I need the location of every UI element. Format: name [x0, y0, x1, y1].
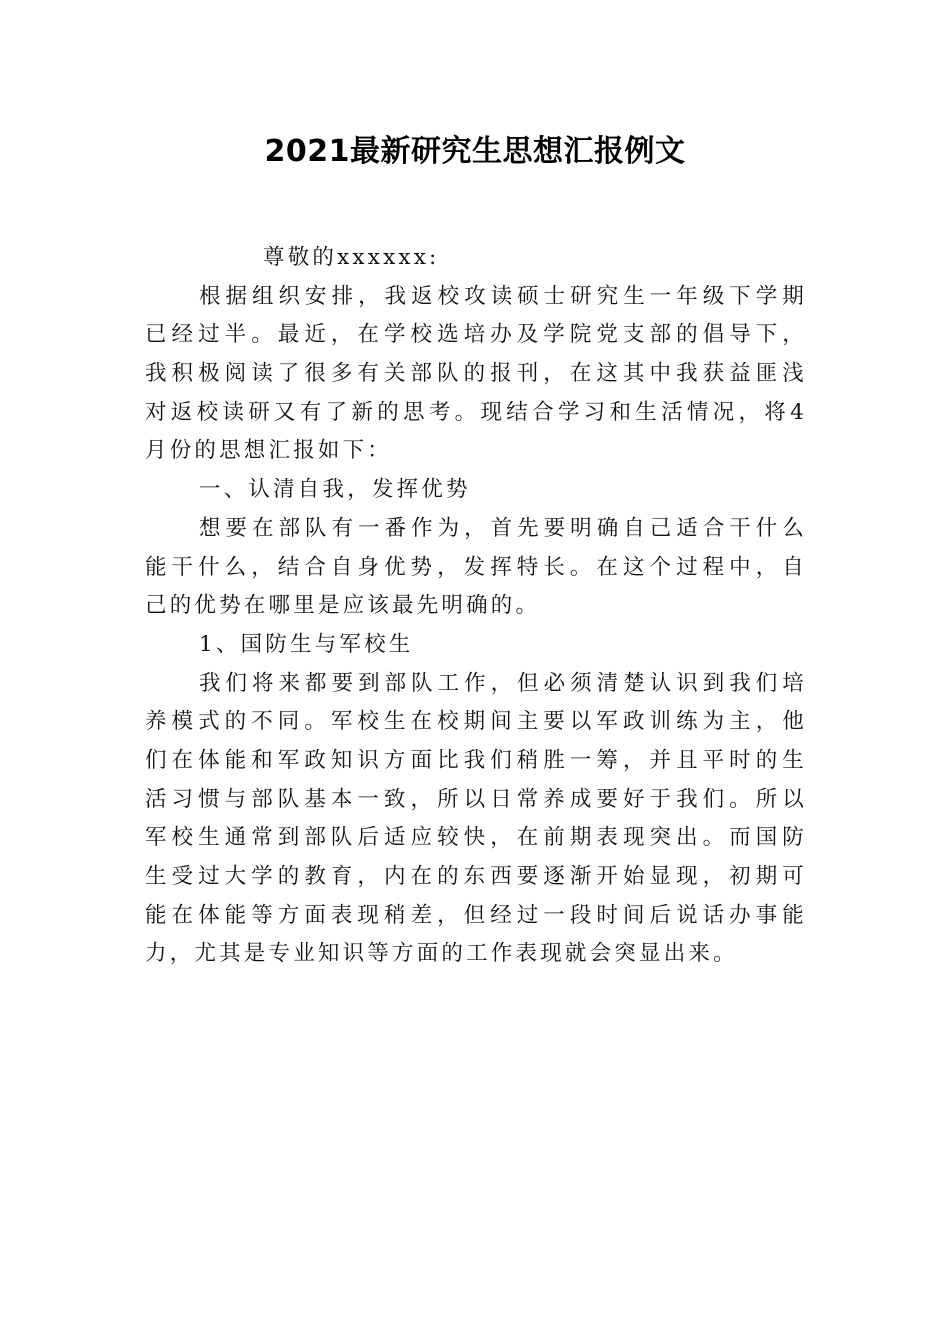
paragraph-line: 能干什么，结合自身优势，发挥特长。在这个过程中，自	[145, 554, 807, 580]
paragraph-line: 军校生通常到部队后适应较快，在前期表现突出。而国防	[145, 825, 807, 851]
paragraph-line: 生受过大学的教育，内在的东西要逐渐开始显现，初期可	[145, 864, 807, 889]
section-heading: 一、认清自我，发挥优势	[199, 477, 471, 503]
paragraph-line: 养模式的不同。军校生在校期间主要以军政训练为主，他	[145, 709, 807, 735]
paragraph-line: 力，尤其是专业知识等方面的工作表现就会突显出来。	[145, 941, 738, 967]
document-body	[145, 239, 807, 974]
paragraph-line: 已经过半。最近，在学校选培办及学院党支部的倡导下，	[145, 322, 807, 348]
paragraph-line: 我积极阅读了很多有关部队的报刊，在这其中我获益匪浅	[145, 361, 807, 387]
paragraph-line: 我们将来都要到部队工作，但必须清楚认识到我们培	[199, 670, 807, 696]
paragraph-line: 能在体能等方面表现稍差，但经过一段时间后说话办事能	[145, 902, 807, 928]
subsection-heading: 1、国防生与军校生	[199, 631, 414, 657]
paragraph-line: 活习惯与部队基本一致，所以日常养成要好于我们。所以	[145, 786, 807, 812]
paragraph-line: 们在体能和军政知识方面比我们稍胜一筹，并且平时的生	[145, 747, 807, 773]
paragraph-line: 月份的思想汇报如下：	[145, 438, 393, 464]
paragraph-line: 己的优势在哪里是应该最先明确的。	[145, 593, 541, 619]
paragraph-line: 想要在部队有一番作为，首先要明确自己适合干什么	[199, 515, 807, 541]
paragraph-line: 对返校读研又有了新的思考。现结合学习和生活情况，将4	[145, 399, 807, 425]
document-title: 2021最新研究生思想汇报例文	[264, 134, 686, 169]
paragraph-line: 根据组织安排，我返校攻读硕士研究生一年级下学期	[199, 283, 807, 309]
salutation: 尊敬的xxxxxx:	[263, 245, 440, 270]
